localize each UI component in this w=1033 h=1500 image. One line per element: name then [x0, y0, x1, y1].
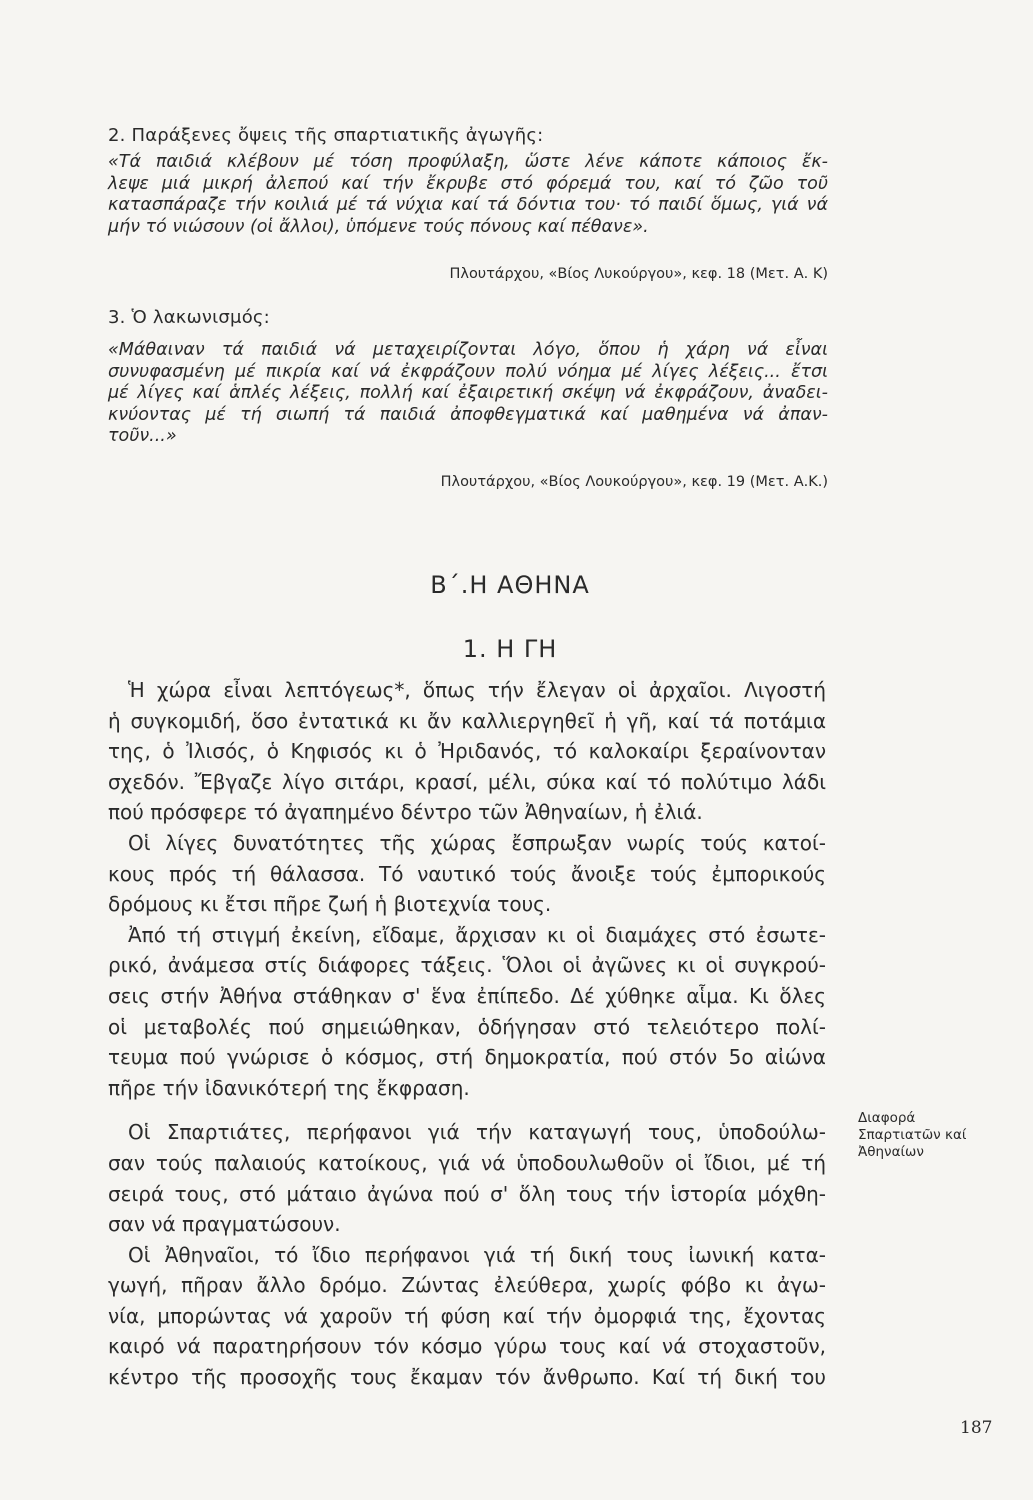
- text-line: Ἡ χώρα εἶναι λεπτόγεως*, ὅπως τήν ἔλεγαν οἱ ἀρχαῖοι. Λιγοστή: [128, 678, 826, 702]
- paragraph: [108, 1117, 826, 1239]
- text-line: Ἀπό τή στιγμή ἐκείνη, εἴδαμε, ἄρχισαν κι οἱ διαμάχες στό ἐσωτε-: [128, 922, 826, 947]
- section-heading-2: 2. Παράξενες ὄψεις τῆς σπαρτιατικῆς ἀγωγῆς:: [108, 125, 544, 146]
- quote-line: συνυφασμένη μέ πικρία καί νά ἐκφράζουν πολύ νόημα μέ λίγες λέξεις... ἔτσι: [108, 361, 828, 382]
- quote-line: λεψε μιά μικρή ἀλεπού καί τήν ἔκρυβε στό φόρεμά του, καί τό ζῶο τοῦ: [108, 173, 828, 194]
- page-number: 187: [960, 1418, 993, 1438]
- text-line: δρόμους κι ἔτσι πῆρε ζωή ἡ βιοτεχνία τους.: [108, 892, 552, 917]
- text-line: Οἱ λίγες δυνατότητες τῆς χώρας ἔσπρωξαν νωρίς τούς κατοί-: [128, 830, 826, 855]
- text-line: σειρά τους, στό μάταιο ἀγώνα πού σ' ὅλη τους τήν ἱστορία μόχθη-: [108, 1181, 826, 1206]
- quote-line: μέ λίγες καί ἁπλές λέξεις, πολλή καί ἐξαιρετική σκέψη νά ἐκφράζουν, ἀναδει-: [108, 383, 828, 403]
- subsection-title: 1. Η ΓΗ: [462, 635, 558, 663]
- text-line: πού πρόσφερε τό ἀγαπημένο δέντρο τῶν Ἀθηναίων, ἡ ἐλιά.: [108, 800, 703, 825]
- text-line: σαν τούς παλαιούς κατοίκους, γιά νά ὑποδουλωθοῦν οἱ ἴδιοι, μέ τή: [108, 1150, 826, 1175]
- paragraph: [108, 828, 826, 920]
- quote-block-3: [108, 340, 828, 448]
- text-line: σχεδόν. Ἔβγαζε λίγο σιτάρι, κρασί, μέλι, σύκα καί τό πολύτιμο λάδι: [108, 769, 826, 794]
- margin-note-line: Ἀθηναίων: [858, 1144, 924, 1160]
- text-line: γωγή, πῆραν ἄλλο δρόμο. Ζώντας ἐλεύθερα, χωρίς φόβο κι ἀγω-: [108, 1273, 826, 1298]
- text-line: Οἱ Ἀθηναῖοι, τό ἴδιο περήφανοι γιά τή δική τους ἰωνική κατα-: [128, 1242, 826, 1267]
- chapter-title: Β΄.Η ΑΘΗΝΑ: [430, 571, 590, 599]
- quote-line: κνύοντας μέ τή σιωπή τά παιδιά ἀποφθεγματικά καί μαθημένα νά ἀπαν-: [108, 404, 828, 425]
- quote-source: Πλουτάρχου, «Βίος Λουκούργου», κεφ. 19 (Μετ. Α.Κ.): [440, 474, 828, 490]
- text-line: σεις στήν Ἀθήνα στάθηκαν σ' ἕνα ἐπίπεδο. Δέ χύθηκε αἷμα. Κι ὅλες: [108, 983, 826, 1008]
- text-line: νία, μπορώντας νά χαροῦν τή φύση καί τήν ὀμορφιά της, ἔχοντας: [108, 1303, 826, 1328]
- quote-source: Πλουτάρχου, «Βίος Λυκούργου», κεφ. 18 (Μετ. Α. Κ): [449, 266, 828, 282]
- text-line: σαν νά πραγματώσουν.: [108, 1212, 341, 1237]
- text-line: κους πρός τή θάλασσα. Τό ναυτικό τούς ἄνοιξε τούς ἐμπορικούς: [108, 861, 826, 886]
- paragraph: [108, 675, 826, 828]
- section-heading-3: 3. Ὁ λακωνισμός:: [108, 307, 270, 328]
- text-line: πῆρε τήν ἰδανικότερή της ἔκφραση.: [108, 1075, 470, 1100]
- quote-block-2: [108, 152, 828, 238]
- text-line: Οἱ Σπαρτιάτες, περήφανοι γιά τήν καταγωγή τους, ὑποδούλω-: [128, 1120, 826, 1145]
- text-line: ρικό, ἀνάμεσα στίς διάφορες τάξεις. Ὅλοι οἱ ἀγῶνες κι οἱ συγκρού-: [108, 953, 826, 978]
- quote-line: «Μάθαιναν τά παιδιά νά μεταχειρίζονται λόγο, ὅπου ἡ χάρη νά εἶναι: [108, 340, 828, 360]
- text-line: κέντρο τῆς προσοχῆς τους ἔκαμαν τόν ἄνθρωπο. Καί τή δική του: [108, 1365, 826, 1390]
- text-line: της, ὁ Ἰλισός, ὁ Κηφισός κι ὁ Ἠριδανός, τό καλοκαίρι ξεραίνονταν: [108, 739, 826, 764]
- paragraph: [108, 1240, 826, 1393]
- margin-note: [858, 1110, 988, 1161]
- text-line: καιρό νά παρατηρήσουν τόν κόσμο γύρω τους καί νά στοχαστοῦν,: [108, 1334, 826, 1359]
- quote-line: τοῦν...»: [108, 426, 177, 446]
- main-text: [108, 675, 826, 1393]
- quote-text: [108, 152, 828, 238]
- text-line: οἱ μεταβολές πού σημειώθηκαν, ὁδήγησαν στό τελειότερο πολί-: [108, 1014, 826, 1039]
- margin-note-line: Διαφορά: [858, 1110, 916, 1126]
- quote-line: μήν τό νιώσουν (οἱ ἄλλοι), ὑπόμενε τούς πόνους καί πέθανε».: [108, 216, 649, 237]
- quote-text: [108, 340, 828, 448]
- text-line: ἡ συγκομιδή, ὅσο ἐντατικά κι ἄν καλλιεργηθεῖ ἡ γῆ, καί τά ποτάμια: [108, 708, 826, 733]
- quote-line: κατασπάραζε τήν κοιλιά μέ τά νύχια καί τά δόντια του· τό παιδί ὅμως, γιά νά: [108, 195, 828, 215]
- quote-line: «Τά παιδιά κλέβουν μέ τόση προφύλαξη, ὥστε λένε κάποτε κάποιος ἔκ-: [108, 152, 828, 172]
- margin-note-line: Σπαρτιατῶν καί: [858, 1127, 967, 1143]
- paragraph: [108, 920, 826, 1104]
- text-line: τευμα πού γνώρισε ὁ κόσμος, στή δημοκρατία, πού στόν 5ο αἰώνα: [108, 1045, 826, 1070]
